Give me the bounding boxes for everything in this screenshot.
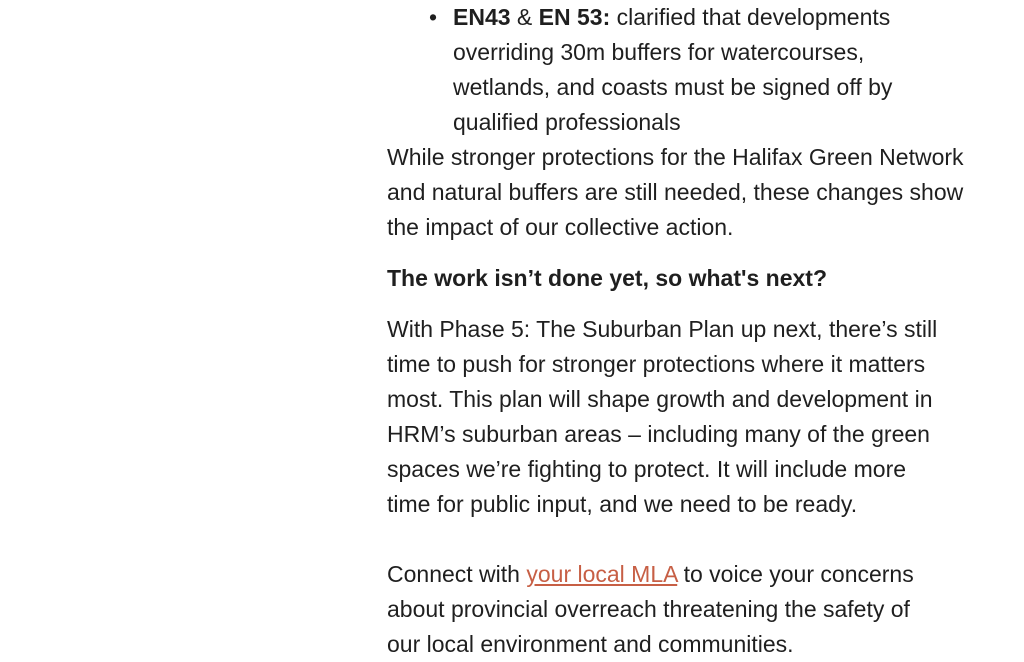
bullet-text: clarified that developments overriding 30m buffers for watercourses, wetlands, and coasts must be signed off by qualified professionals bbox=[453, 4, 893, 135]
spacer bbox=[387, 522, 987, 557]
local-mla-link[interactable]: your local MLA bbox=[526, 561, 678, 587]
article-body bbox=[387, 0, 987, 662]
section-heading: The work isn’t done yet, so what's next? bbox=[387, 265, 827, 291]
policy-joiner: & bbox=[510, 4, 539, 30]
cta-after-text: to voice your concerns about provincial overreach threatening the safety of our local environment and communities. bbox=[387, 561, 914, 657]
bullet-dot-icon: • bbox=[429, 4, 438, 30]
paragraph-suburban-plan: With Phase 5: The Suburban Plan up next, there’s still time to push for stronger protections where it matters most. This plan will shape growth and development in HRM’s suburban areas – including many of the green spaces we’re fighting to protect. It will include more time for public input, and we need to be ready. bbox=[387, 316, 938, 517]
list-item bbox=[429, 0, 923, 140]
paragraph-collective-action: While stronger protections for the Halifax Green Network and natural buffers are still needed, these changes show the impact of our collective action. bbox=[387, 144, 964, 240]
cta-before-text: Connect with bbox=[387, 561, 527, 587]
paragraph-call-to-action bbox=[387, 557, 947, 662]
bullet-list bbox=[387, 0, 987, 140]
policy-code-en53: EN 53: bbox=[538, 4, 611, 30]
policy-code-en43: EN43 bbox=[453, 4, 511, 30]
